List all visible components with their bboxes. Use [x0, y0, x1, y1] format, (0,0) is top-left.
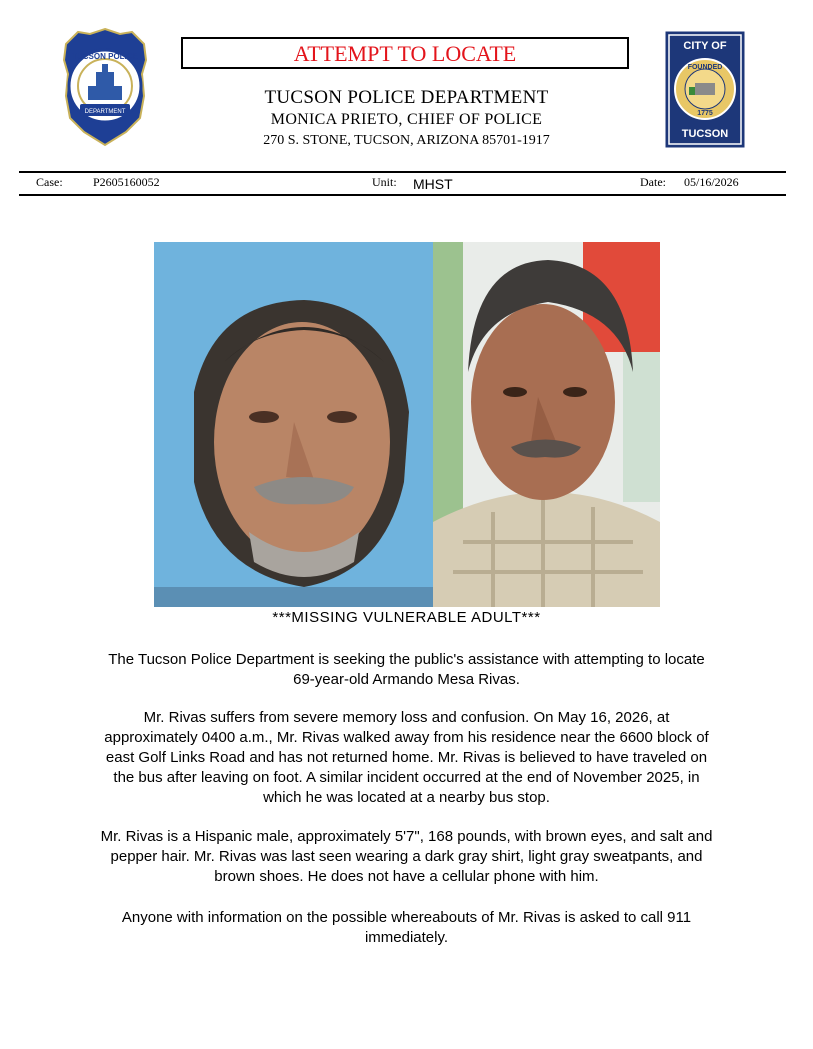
person-photo-icon — [154, 242, 433, 607]
text-line: approximately 0400 a.m., Mr. Rivas walked away from his residence near the 6600 block of — [104, 729, 709, 746]
badge-top-text: TUCSON POLICE — [72, 52, 138, 61]
page-title: ATTEMPT TO LOCATE — [181, 37, 629, 69]
unit-label: Unit: — [372, 175, 397, 189]
unit-value: MHST — [413, 176, 453, 192]
text-line: Anyone with information on the possible whereabouts of Mr. Rivas is asked to call 911 — [121, 909, 692, 926]
seal-tucson: TUCSON — [681, 128, 729, 140]
text-line: Mr. Rivas is a Hispanic male, approximately 5'7", 168 pounds, with brown eyes, and salt and — [100, 828, 713, 845]
text-line: immediately. — [364, 929, 449, 946]
date-value: 05/16/2026 — [684, 175, 739, 189]
divider — [19, 171, 786, 173]
seal-founded: FOUNDED — [687, 64, 723, 71]
missing-caption: ***MISSING VULNERABLE ADULT*** — [272, 609, 541, 626]
seal-city-of: CITY OF — [683, 40, 727, 52]
text-line: 69-year-old Armando Mesa Rivas. — [293, 671, 520, 688]
text-line: The Tucson Police Department is seeking the public's assistance with attempting to locate — [108, 651, 705, 668]
date-label: Date: — [640, 175, 666, 189]
badge-bottom-text: DEPARTMENT — [84, 109, 126, 115]
case-label: Case: — [36, 175, 63, 189]
divider — [19, 194, 786, 196]
paragraph-intro — [40, 650, 773, 690]
case-number: P2605160052 — [93, 175, 160, 189]
department-address: 270 S. STONE, TUCSON, ARIZONA 85701-1917 — [263, 133, 550, 148]
paragraph-description — [40, 827, 773, 887]
text-line: brown shoes. He does not have a cellular phone with him. — [214, 868, 599, 885]
city-seal-icon — [665, 31, 745, 148]
chief-name: MONICA PRIETO, CHIEF OF POLICE — [270, 111, 543, 128]
person-photo-icon — [433, 242, 660, 607]
paragraph-contact — [40, 908, 773, 948]
text-line: which he was located at a nearby bus stop. — [263, 789, 550, 806]
paragraph-incident — [40, 708, 773, 808]
department-name: TUCSON POLICE DEPARTMENT — [264, 87, 549, 108]
text-line: east Golf Links Road and has not returned home. Mr. Rivas is believed to have traveled on — [105, 749, 708, 766]
seal-year: 1775 — [697, 110, 713, 117]
text-line: Mr. Rivas suffers from severe memory loss and confusion. On May 16, 2026, at — [143, 709, 670, 726]
text-line: the bus after leaving on foot. A similar incident occurred at the end of November 2025, in — [113, 769, 700, 786]
text-line: pepper hair. Mr. Rivas was last seen wearing a dark gray shirt, light gray sweatpants, and — [110, 848, 703, 865]
